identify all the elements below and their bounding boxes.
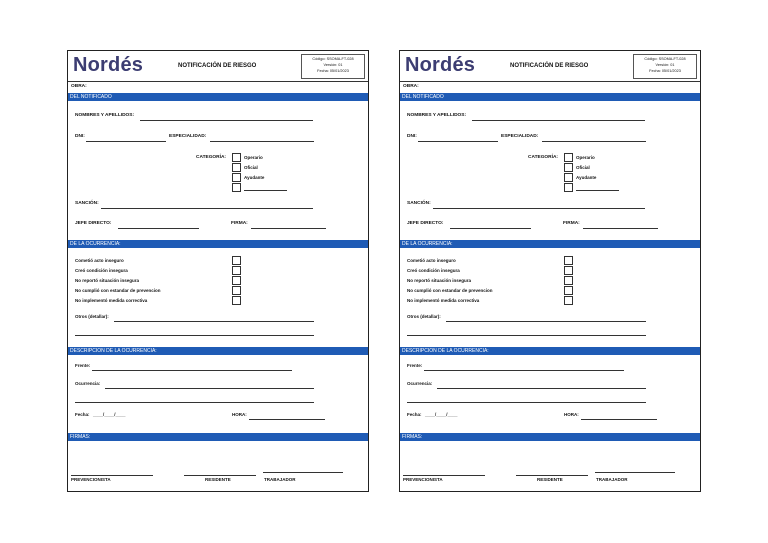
ocurrencia-item-3: No reportó situación insegura: [75, 278, 140, 283]
ocurrencia-item-4: No cumplió con estandar de prevencion: [75, 288, 161, 293]
dni-line[interactable]: [86, 141, 166, 142]
section-descripcion: DESCRIPCION DE LA OCURRENCIA:: [400, 347, 700, 355]
fecha-label: Fecha:: [407, 412, 422, 417]
signature-line-trabajador[interactable]: [263, 472, 343, 473]
category-checkbox[interactable]: [564, 173, 573, 182]
otros-line[interactable]: [114, 321, 314, 322]
ocurrencia-desc-line[interactable]: [437, 388, 646, 389]
hora-label: HORA:: [232, 412, 247, 417]
document-version: Versión: 01: [323, 63, 343, 67]
otros-label: Otros (detallar):: [75, 314, 109, 319]
category-checkbox[interactable]: [232, 183, 241, 192]
ocurrencia-desc-line-2[interactable]: [407, 402, 646, 403]
otros-line-2[interactable]: [75, 335, 314, 336]
ocurrencia-checkbox[interactable]: [564, 256, 573, 265]
document-code: Código: SSOMA-FT-028: [644, 57, 686, 61]
document-code-box: [301, 54, 365, 79]
divider: [400, 81, 700, 82]
signature-line-residente[interactable]: [184, 475, 256, 476]
ocurrencia-checkbox[interactable]: [564, 266, 573, 275]
divider: [68, 81, 368, 82]
ocurrencia-item-5: No implementó medida correctiva: [407, 298, 480, 303]
ocurrencia-desc-label: Ocurrencia:: [75, 381, 101, 386]
document-code: Código: SSOMA-FT-028: [312, 57, 354, 61]
ocurrencia-item-1: Cometió acto inseguro: [75, 258, 124, 263]
category-checkbox[interactable]: [232, 153, 241, 162]
categoria-label: CATEGORÍA:: [528, 155, 559, 160]
ocurrencia-item-2: Creó condición insegura: [75, 268, 128, 273]
firma-label: FIRMA:: [563, 221, 580, 226]
dni-label: DNI:: [407, 134, 417, 139]
otros-line-2[interactable]: [407, 335, 646, 336]
fecha-blanks[interactable]: ____/____/____: [93, 412, 126, 417]
frente-label: Frente:: [407, 363, 423, 368]
document-date: Fecha: 05/01/2023: [317, 69, 349, 73]
ocurrencia-checkbox[interactable]: [232, 296, 241, 305]
frente-line[interactable]: [92, 370, 292, 371]
ocurrencia-checkbox[interactable]: [232, 256, 241, 265]
obra-label: OBRA:: [71, 84, 87, 89]
ocurrencia-item-5: No implementó medida correctiva: [75, 298, 148, 303]
document-date: Fecha: 05/01/2023: [649, 69, 681, 73]
document-code-box: [633, 54, 697, 79]
firma-prevencionista: PREVENCIONISTA: [71, 477, 111, 482]
signature-line-prevencionista[interactable]: [71, 475, 153, 476]
fecha-label: Fecha:: [75, 412, 90, 417]
frente-label: Frente:: [75, 363, 91, 368]
sancion-label: SANCIÓN:: [407, 201, 431, 206]
especialidad-line[interactable]: [210, 141, 314, 142]
especialidad-label: ESPECIALIDAD:: [169, 134, 207, 139]
category-ayudante: Ayudante: [576, 175, 597, 180]
otros-label: Otros (detallar):: [407, 314, 441, 319]
ocurrencia-item-2: Creó condición insegura: [407, 268, 460, 273]
company-logo: Nordés: [73, 54, 144, 76]
especialidad-label: ESPECIALIDAD:: [501, 134, 539, 139]
category-checkbox[interactable]: [564, 183, 573, 192]
firma-trabajador: TRABAJADOR: [264, 477, 296, 482]
form-title: NOTIFICACIÓN DE RIESGO: [510, 63, 589, 69]
jefe-line[interactable]: [450, 228, 531, 229]
nombres-label: NOMBRES Y APELLIDOS:: [75, 113, 135, 118]
hora-line[interactable]: [581, 419, 657, 420]
section-ocurrencia: DE LA OCURRENCIA:: [400, 240, 700, 248]
nombres-line[interactable]: [140, 120, 313, 121]
risk-form-right: [399, 50, 701, 492]
ocurrencia-item-3: No reportó situación insegura: [407, 278, 472, 283]
ocurrencia-checkbox[interactable]: [232, 286, 241, 295]
section-notificado: DEL NOTIFICADO: [400, 93, 700, 101]
category-operario: Operario: [244, 155, 263, 160]
nombres-label: NOMBRES Y APELLIDOS:: [407, 113, 467, 118]
ocurrencia-checkbox[interactable]: [564, 276, 573, 285]
section-notificado: DEL NOTIFICADO: [68, 93, 368, 101]
jefe-label: JEFE DIRECTO:: [407, 221, 444, 226]
ocurrencia-item-4: No cumplió con estandar de prevencion: [407, 288, 493, 293]
hora-line[interactable]: [249, 419, 325, 420]
ocurrencia-checkbox[interactable]: [232, 266, 241, 275]
hora-label: HORA:: [564, 412, 579, 417]
firma-residente: RESIDENTE: [537, 477, 563, 482]
section-descripcion: DESCRIPCION DE LA OCURRENCIA:: [68, 347, 368, 355]
dni-label: DNI:: [75, 134, 85, 139]
signature-line-prevencionista[interactable]: [403, 475, 485, 476]
category-oficial: Oficial: [576, 165, 590, 170]
firma-line[interactable]: [251, 228, 326, 229]
nombres-line[interactable]: [472, 120, 645, 121]
dni-line[interactable]: [418, 141, 498, 142]
category-other-line[interactable]: [576, 190, 619, 191]
category-ayudante: Ayudante: [244, 175, 265, 180]
ocurrencia-checkbox[interactable]: [232, 276, 241, 285]
firma-line[interactable]: [583, 228, 658, 229]
ocurrencia-desc-label: Ocurrencia:: [407, 381, 433, 386]
ocurrencia-checkbox[interactable]: [564, 296, 573, 305]
otros-line[interactable]: [446, 321, 646, 322]
category-checkbox[interactable]: [232, 163, 241, 172]
category-checkbox[interactable]: [564, 163, 573, 172]
obra-label: OBRA:: [403, 84, 419, 89]
risk-form-left: [67, 50, 369, 492]
section-firmas: FIRMAS:: [68, 433, 368, 441]
frente-line[interactable]: [424, 370, 624, 371]
jefe-line[interactable]: [118, 228, 199, 229]
sancion-line[interactable]: [433, 208, 645, 209]
ocurrencia-checkbox[interactable]: [564, 286, 573, 295]
ocurrencia-item-1: Cometió acto inseguro: [407, 258, 456, 263]
document-version: Versión: 01: [655, 63, 675, 67]
sancion-label: SANCIÓN:: [75, 201, 99, 206]
fecha-blanks[interactable]: ____/____/____: [425, 412, 458, 417]
category-checkbox[interactable]: [564, 153, 573, 162]
signature-line-trabajador[interactable]: [595, 472, 675, 473]
firma-residente: RESIDENTE: [205, 477, 231, 482]
ocurrencia-desc-line[interactable]: [105, 388, 314, 389]
jefe-label: JEFE DIRECTO:: [75, 221, 112, 226]
category-checkbox[interactable]: [232, 173, 241, 182]
category-oficial: Oficial: [244, 165, 258, 170]
signature-line-residente[interactable]: [516, 475, 588, 476]
especialidad-line[interactable]: [542, 141, 646, 142]
section-ocurrencia: DE LA OCURRENCIA:: [68, 240, 368, 248]
sancion-line[interactable]: [101, 208, 313, 209]
firma-trabajador: TRABAJADOR: [596, 477, 628, 482]
form-title: NOTIFICACIÓN DE RIESGO: [178, 63, 257, 69]
company-logo: Nordés: [405, 54, 476, 76]
firma-label: FIRMA:: [231, 221, 248, 226]
section-firmas: FIRMAS:: [400, 433, 700, 441]
ocurrencia-desc-line-2[interactable]: [75, 402, 314, 403]
category-operario: Operario: [576, 155, 595, 160]
categoria-label: CATEGORÍA:: [196, 155, 227, 160]
firma-prevencionista: PREVENCIONISTA: [403, 477, 443, 482]
category-other-line[interactable]: [244, 190, 287, 191]
